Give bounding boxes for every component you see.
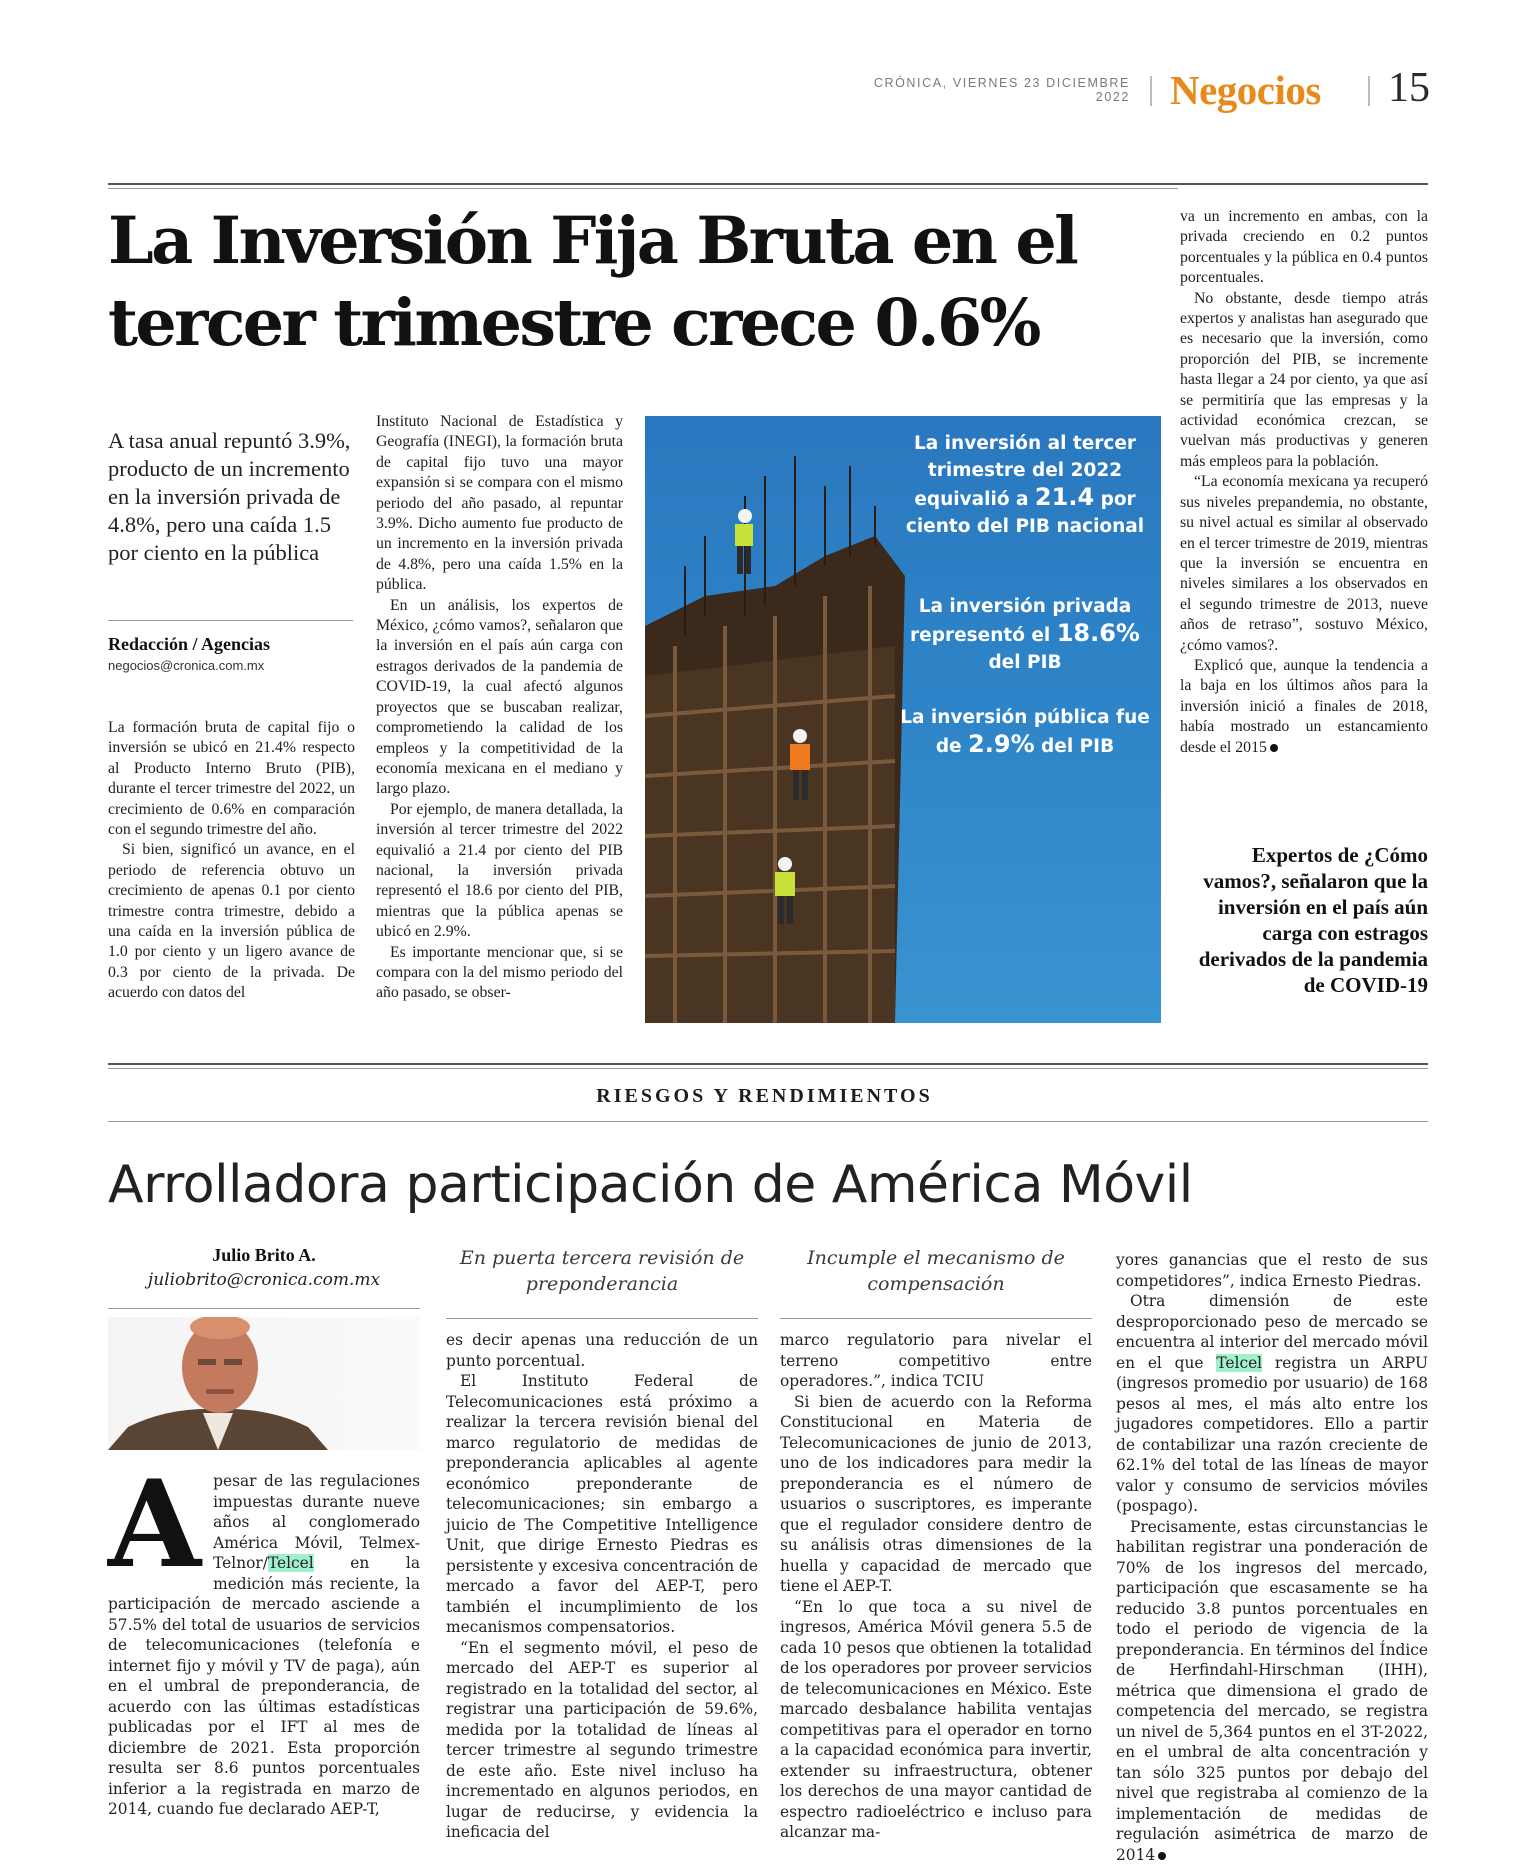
subhead-review: En puerta tercera revisión de preponderancia [459,1247,745,1295]
author-block [108,1245,420,1290]
paragraph: “En el segmento móvil, el peso de mercado del AEP-T es superior al registrado en la totalidad del sector, al registrar una participación de 59.6%, medida por la totalidad de líneas al tercer trimestre al segundo trimestre de este año. Este nivel incluso ha incrementado en algunos periodos, en lugar de reducirse, y evidencia la ineficacia del [446,1638,758,1841]
paragraph: Instituto Nacional de Estadística y Geografía (INEGI), la formación bruta de capital fijo tuvo una mayor expansión si se compara con el mismo periodo del año pasado, al repuntar 3.9%. Dicho aumento fue producto de un incremento en la inversión privada de 4.8%, pero una caída 1.5% en la pública. [376,413,623,594]
issue-date: CRÓNICA, VIERNES 23 DICIEMBRE 2022 [873,76,1130,104]
construction-photo [645,416,1161,1023]
pull-quote: Expertos de ¿Cómo vamos?, señalaron que la inversión en el país aún carga con estragos derivados de la pandemia de COVID-19 [1198,843,1428,997]
author-email[interactable]: juliobrito@cronica.com.mx [147,1270,381,1290]
headline-line: La Inversión Fija Bruta en el [108,203,1077,279]
paragraph: No obstante, desde tiempo atrás expertos y analistas han asegurado que es necesario que la inversión, como proporción del PIB, se incremente hasta llegar a 24 por ciento, ya que así se permitiría que las empresas y la actividad económica crezcan, se vuelvan más productivas y generen más empleos para la población. [1180,289,1428,470]
subhead-rule [446,1318,758,1319]
subhead-rule [780,1318,1092,1319]
article2-column-3 [780,1330,1092,1843]
paragraph: El Instituto Federal de Telecomunicaciones está próximo a realizar la tercera revisión bienal del marco regulatorio de medidas de preponderancia aplicables al agente económico preponderante de telecomunicaciones; sin embargo a juicio de The Competitive Intelligence Unit, que dirige Ernesto Piedras es persistente y excesiva concentración de mercado a favor del AEP-T, pero también el incumplimiento de los mecanismos compensatorios. [446,1372,758,1636]
article1-column-2 [376,412,623,1004]
end-mark-icon [1158,1852,1166,1860]
section-rule [108,1063,1428,1065]
section-rule-thin [108,1068,1428,1069]
paragraph-text: Explicó que, aunque la tendencia a la baja en los últimos años para la inversión inició a finales de 2018, había mostrado un estancamiento desde el 2015 [1180,656,1428,756]
article1-column-3 [1180,207,1428,758]
info-text: La inversión al tercer trimestre del 2022 equivalió a [913,433,1137,510]
top-rule-thin [108,188,1178,189]
column-kicker: RIESGOS Y RENDIMIENTOS [596,1085,933,1107]
header-divider [1150,76,1152,106]
article1-headline [108,200,1148,364]
article1-lede: A tasa anual repuntó 3.9%, producto de un incremento en la inversión privada de 4.8%, pero una caída 1.5 por ciento en la pública [108,428,351,565]
page-number: 15 [1388,65,1430,111]
paragraph: Si bien de acuerdo con la Reforma Constitucional en Materia de Telecomunicaciones de junio de 2013, uno de los indicadores para medir la preponderancia es el número de usuarios o suscriptores, es imperante que el regulador considere dentro de su análisis otras dimensiones de la huella y capacidad de mercado que tiene el AEP-T. [780,1392,1092,1595]
section-name: Negocios [1170,67,1321,113]
kicker-rule [108,1121,1428,1122]
top-rule [108,183,1428,185]
info-text: del PIB [988,652,1062,673]
paragraph: yores ganancias que el resto de sus competidores”, indica Ernesto Piedras. [1116,1251,1428,1290]
infographic-investment-total [895,430,1155,540]
info-number: 2.9% [968,730,1035,758]
highlighted-term: Telcel [1216,1353,1263,1372]
header-divider [1368,76,1370,106]
paragraph: En un análisis, los expertos de México, ¿cómo vamos?, señalaron que la inversión en el país aún carga con estragos derivados de la pandemia de COVID-19, la cual afectó algunos proyectos que se buscaban realizar, comprometiendo la calidad de los empleos y la competitividad de la economía mexicana en el mediano y largo plazo. [376,596,623,798]
paragraph: Por ejemplo, de manera detallada, la inversión al tercer trimestre del 2022 equivalió a 21.4 por ciento del PIB nacional, la inversión privada representó el 18.6 por ciento del PIB, mientras que la pública apenas se ubicó en 2.9%. [376,800,623,941]
article1-column-1 [108,718,355,1004]
end-mark-icon [1270,744,1278,752]
article2-column-2 [446,1330,758,1843]
paragraph: va un incremento en ambas, con la privada creciendo en 0.2 puntos porcentuales y la pública en 0.4 puntos porcentuales. [1180,208,1428,287]
byline: Redacción / Agencias [108,634,270,654]
infographic-investment-private [895,593,1155,676]
article2-column-4 [1116,1250,1428,1865]
info-text: La inversión privada representó el [910,596,1132,646]
subhead-compensation: Incumple el mecanismo de compensación [807,1247,1065,1295]
author-portrait [108,1317,420,1450]
info-text: del PIB [1034,736,1115,757]
info-number: 21.4 [1034,483,1095,511]
byline-email[interactable]: negocios@cronica.com.mx [108,658,265,673]
paragraph-text: en la medición más reciente, la participación de mercado asciende a 57.5% del total de usuarios de servicios de telecomunicaciones (telefonía e internet fijo y móvil y TV de paga), aún en el umbral de preponderancia, de acuerdo con las últimas estadísticas publicadas por el IFT al mes de diciembre de 2021. Esta proporción resulta ser 8.6 puntos porcentuales inferior a la registrada en marzo de 2014, cuando fue declarado AEP-T, [108,1554,420,1818]
paragraph-text: Precisamente, estas circunstancias le habilitan registrar una ponderación de 70% de los ingresos del mercado, participación que escasamente se ha reducido 3.8 puntos porcentuales en todo el periodo de vigencia de la preponderancia. En términos del Índice de Herfindahl-Hirschman (IHH), métrica que dimensiona el grado de competencia del mercado, se registra un nivel de 5,364 puntos en el 3T-2022, en el umbral de alta concentración y tan sólo 325 puntos por debajo del nivel que registraba al comienzo de la implementación de medidas de regulación asimétrica de marzo de 2014 [1116,1517,1428,1864]
byline-rule [108,620,353,621]
info-text: por ciento del PIB nacional [905,489,1145,537]
portrait-illustration [108,1317,420,1450]
paragraph: Es importante mencionar que, si se compara con la del mismo periodo del año pasado, se obser- [376,943,623,1002]
article2-headline: Arrolladora participación de América Móvil [108,1155,1193,1215]
headline-line: tercer trimestre crece 0.6% [108,285,1039,361]
paragraph: marco regulatorio para nivelar el terreno competitivo entre operadores.”, indica TCIU [780,1331,1092,1390]
info-text: La inversión pública fue de [900,707,1150,757]
author-rule [108,1308,420,1309]
paragraph-text: pesar de las regulaciones impuestas durante nueve años al conglomerado América Móvil, Telmex-Telnor/ [213,1472,420,1572]
info-number: 18.6% [1056,619,1140,647]
paragraph [1116,1517,1428,1866]
author-name: Julio Brito A. [212,1245,316,1265]
paragraph: La formación bruta de capital fijo o inversión se ubicó en 21.4% respecto al Producto Interno Bruto (PIB), durante el tercer trimestre del 2022, un crecimiento de 0.6% en comparación con el segundo trimestre del año. [108,719,355,839]
highlighted-term: Telcel [267,1554,314,1572]
paragraph: “La economía mexicana ya recuperó sus niveles prepandemia, no obstante, su nivel actual es similar al observado en el tercer trimestre de 2019, mientras que la inversión se encuentra en niveles similares a los observados en el segundo trimestre de 2013, nueve años de retraso”, sostuvo México, ¿cómo vamos?. [1180,473,1428,654]
drop-cap: A [108,1454,202,1595]
paragraph: Si bien, significó un avance, en el periodo de referencia obtuvo un crecimiento de apenas 0.1 por ciento trimestre contra trimestre, debido a una caída en la inversión pública de 1.0 por ciento y un ligero avance de 0.3 por ciento de la privada. De acuerdo con datos del [108,841,355,1002]
paragraph [1180,656,1428,758]
paragraph [1116,1291,1428,1517]
paragraph-text: Otra dimensión de este desproporcionado peso de mercado se encuentra al interior del mercado móvil en el que [1116,1292,1428,1372]
paragraph-text: registra un ARPU (ingresos promedio por usuario) de 168 pesos al mes, el más alto entre los jugadores competidores. Ello a partir de contabilizar una razón creciente de 62.1% del total de las líneas de mayor valor y consumo de servicios móviles (pospago). [1116,1353,1428,1515]
paragraph: es decir apenas una reducción de un punto porcentual. [446,1331,758,1370]
infographic-investment-public [895,704,1155,760]
article2-column-1 [108,1454,420,1820]
paragraph: “En lo que toca a su nivel de ingresos, América Móvil genera 5.5 de cada 10 pesos que obtienen la totalidad de los operadores por proveer servicios de telecomunicaciones en México. Este marcado desbalance habilita ventajas competitivas para el operador en torno a la capacidad económica para invertir, extender su infraestructura, obtener los derechos de una mayor cantidad de espectro radioeléctrico e incluso para alcanzar ma- [780,1597,1092,1841]
